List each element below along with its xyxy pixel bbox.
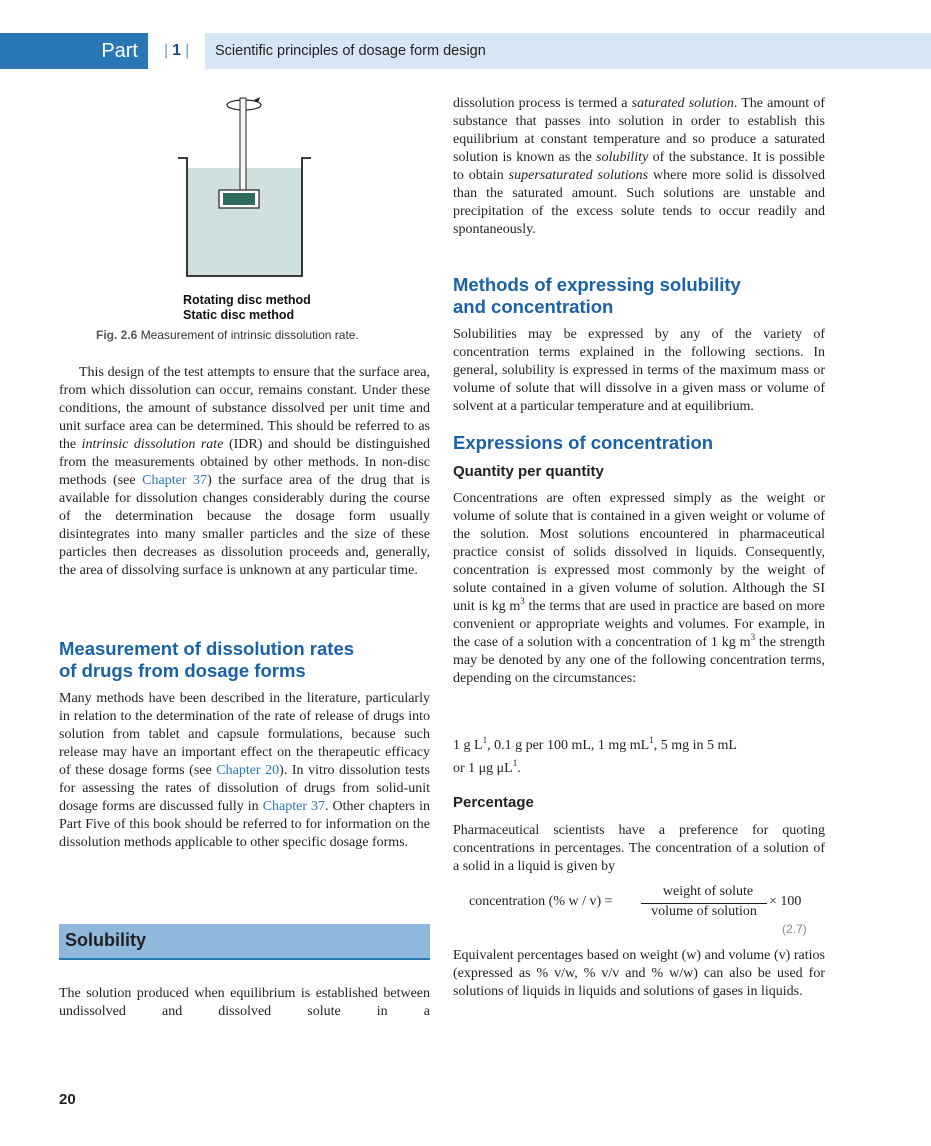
units-line-2: or 1 μg $\mu L^1$. xyxy=(453,758,521,776)
right-column xyxy=(453,95,825,239)
paragraph-methods: Many methods have been described in the literature, particularly in relation to the determination of the rate of release of drugs into solution from tablet and capsule formulations, because such release may have an important effect on the therapeutic efficacy of these dosage forms (see Chapter 20). In vitro dissolution tests for assessing the rates of dissolution of drugs from solid-unit dosage forms are discussed fully in Chapter 37. Other chapters in Part Five of this book should be referred to for information on the dissolution methods applicable to other specific dosage forms. xyxy=(59,691,430,850)
page-number: 20 xyxy=(59,1091,76,1108)
figure-caption-number: Fig. 2.6 xyxy=(96,328,138,342)
units-list xyxy=(453,734,825,780)
paragraph-concentrations: Concentrations are often expressed simply as the weight or volume of solute that is contained in a given weight or volume of the solution. Most solutions encountered in pharmaceutical practice consist of solids dissolved in liquids. Consequently, concentration is expressed most commonly by the weight of solute contained in a given volume of solution. Although the SI unit is kg $m^3$ the terms that are used in practice are based on more convenient or appropriate weights and volumes. For example, in the case of a solution with a concentration of 1 kg $m^3$ the strength may be denoted by any one of the following concentration terms, depending on the circumstances: xyxy=(453,491,826,686)
heading-expressions: Expressions of concentration xyxy=(453,432,714,453)
solubility-section-box xyxy=(59,924,430,960)
equation-number: (2.7) xyxy=(782,922,807,936)
right-column-5 xyxy=(453,947,825,1001)
paragraph-solution: The solution produced when equilibrium is established between undissolved and dissolved solute in a xyxy=(59,986,430,1019)
paragraph-solubilities: Solubilities may be expressed by any of the variety of concentration terms explained in the following sections. In general, solubility is expressed in terms of the maximum mass or volume of solute that will dissolve in a given mass or volume of solvent at a particular temperature and at equilibrium. xyxy=(453,327,825,414)
figure-caption-text: Measurement of intrinsic dissolution rate. xyxy=(140,328,359,342)
solubility-heading: Solubility xyxy=(65,930,146,950)
paragraph-percentage: Pharmaceutical scientists have a preference for quoting concentrations in percentages. The concentration of a solution of a solid in a liquid is given by xyxy=(453,823,825,874)
equation-lhs: concentration (% w / v) = xyxy=(469,894,613,909)
equation-2-7 xyxy=(469,882,829,922)
subheading-percentage: Percentage xyxy=(453,794,534,811)
equation-numerator: weight of solute xyxy=(662,884,754,899)
heading-methods-expressing: Methods of expressing solubility and concentration xyxy=(453,274,741,317)
right-column-4 xyxy=(453,822,825,876)
left-column-2 xyxy=(59,690,430,852)
units-line-1: 1 g $L^1$, 0.1 g per 100 mL, 1 mg $mL^1$, 5 mg in 5 mL xyxy=(453,735,737,753)
figure-caption xyxy=(96,328,359,342)
chapter-20-link[interactable]: Chapter 20 xyxy=(216,763,280,778)
figure-2-6 xyxy=(150,92,350,322)
left-column-3 xyxy=(59,985,430,1021)
running-header xyxy=(0,33,931,69)
equation-rhs: × 100 xyxy=(769,894,802,909)
paragraph-saturated: dissolution process is termed a saturated solution. The amount of substance that passes into solution in order to establish this equilibrium at constant temperature and so produce a saturated solution is known as the solubility of the substance. It is possible to obtain supersaturated solutions where more solid is dissolved than the saturated amount. Such solutions are unstable and precipitation of the excess solute tends to occur readily and spontaneously. xyxy=(453,96,826,237)
figure-label-static: Static disc method xyxy=(183,308,295,322)
chapter-37-link[interactable]: Chapter 37 xyxy=(142,473,208,488)
part-number: | 1 | xyxy=(164,42,190,59)
header-title: Scientific principles of dosage form design xyxy=(205,33,931,69)
figure-label-rotating: Rotating disc method xyxy=(183,293,311,307)
chapter-37-link-2[interactable]: Chapter 37 xyxy=(262,799,326,814)
dissolution-apparatus-diagram xyxy=(150,92,350,292)
right-column-2 xyxy=(453,326,825,416)
right-column-3 xyxy=(453,490,825,688)
part-label: Part xyxy=(0,33,148,69)
equation-denominator: volume of solution xyxy=(651,904,757,919)
paragraph-idr: This design of the test attempts to ensure that the surface area, from which dissolution can occur, remains constant. Under these conditions, the amount of substance dissolved per unit time and unit surface area can be determined. This should be referred to as the intrinsic dissolution rate (IDR) and should be distinguished from the measurements obtained by other methods. In non-disc methods (see Chapter 37) the surface area of the drug that is available for dissolution changes considerably during the course of the determination because the dosage form usually disintegrates into many smaller particles and the size of these particles then decreases as dissolution proceeds and, generally, the area of dissolving surface is unknown at any particular time. xyxy=(59,365,430,578)
subheading-quantity: Quantity per quantity xyxy=(453,463,604,480)
left-column xyxy=(59,364,430,580)
heading-measurement: Measurement of dissolution rates of drugs from dosage forms xyxy=(59,638,355,681)
paragraph-equivalent: Equivalent percentages based on weight (w) and volume (v) ratios (expressed as % v/w, % v/v and % w/w) can also be used for solutions of liquids in liquids and solutions of gases in liquids. xyxy=(453,948,825,999)
